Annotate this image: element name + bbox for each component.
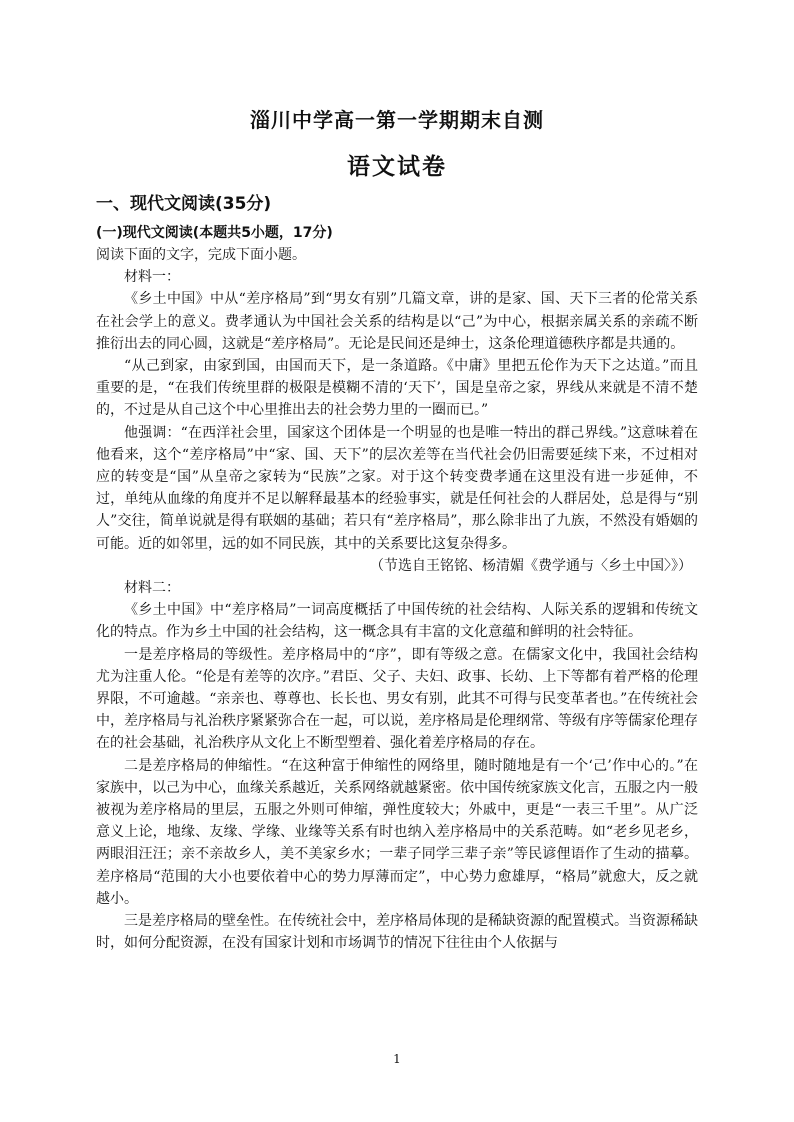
material2-label: 材料二：	[124, 580, 180, 597]
material1-paragraph: 他强调：“在西洋社会里，国家这个团体是一个明显的也是唯一特出的群己界线。”这意味着在他看来，这个“差序格局”中“家、国、天下”的层次差等在当代社会仍旧需要延续下来，不过相对应的转变是“国”从皇帝之家转为“民族”之家。对于这个转变费孝通在这里没有进一步延伸，不过，单纯从血缘的角度并不足以解释最基本的经验事实，就是任何社会的人群居处，总是得与“别人”交往，简单说就是得有联姻的基础；若只有“差序格局”，那么除非出了九族，不然没有婚姻的可能。近的如邻里，远的如不同民族，其中的关系要比这复杂得多。	[96, 424, 698, 552]
reading-passage	[96, 244, 698, 955]
page-number: 1	[393, 1052, 401, 1066]
material1-source: （节选自王铭铭、杨清媚《费学通与〈乡土中国〉》）	[370, 557, 692, 574]
subsection-heading: (一)现代文阅读(本题共5小题，17分)	[96, 225, 333, 241]
section-heading: 一、现代文阅读(35分)	[96, 194, 272, 214]
material2-paragraph: 三是差序格局的壁垒性。在传统社会中，差序格局体现的是稀缺资源的配置模式。当资源稀缺时，如何分配资源，在没有国家计划和市场调节的情况下往往由个人依据与	[96, 913, 698, 952]
material1-paragraph: 《乡土中国》中从“差序格局”到“男女有别”几篇文章，讲的是家、国、天下三者的伦常关系在社会学上的意义。费孝通认为中国社会关系的结构是以“己”为中心，根据亲属关系的亲疏不断推衍出去的同心圆，这就是“差序格局”。无论是民间还是绅士，这条伦理道德秩序都是共通的。	[96, 291, 698, 352]
material2-paragraph: 一是差序格局的等级性。差序格局中的“序”，即有等级之意。在儒家文化中，我国社会结构尤为注重人伦。“伦是有差等的次序。”君臣、父子、夫妇、政事、长幼、上下等都有着严格的伦理界限，不可逾越。“亲亲也、尊尊也、长长也、男女有别，此其不可得与民变革者也。”在传统社会中，差序格局与礼治秩序紧紧弥合在一起，可以说，差序格局是伦理纲常、等级有序等儒家伦理存在的社会基础，礼治秩序从文化上不断型塑着、强化着差序格局的存在。	[96, 646, 698, 752]
material2-paragraph: 《乡土中国》中“差序格局”一词高度概括了中国传统的社会结构、人际关系的逻辑和传统文化的特点。作为乡土中国的社会结构，这一概念具有丰富的文化意蕴和鲜明的社会特征。	[96, 602, 698, 641]
material2-paragraph: 二是差序格局的伸缩性。“在这种富于伸缩性的网络里，随时随地是有一个‘己’作中心的。”在家族中，以己为中心，血缘关系越近，关系网络就越紧密。依中国传统家族文化言，五服之内一般被视为差序格局的里层，五服之外则可伸缩，弹性度较大；外戚中，更是“一表三千里”。从广泛意义上论，地缘、友缘、学缘、业缘等关系有时也纳入差序格局中的关系范畴。如“老乡见老乡，两眼泪汪汪；亲不亲故乡人，美不美家乡水；一辈子同学三辈子亲”等民谚俚语作了生动的描摹。差序格局“范围的大小也要依着中心的势力厚薄而定”，中心势力愈雄厚，“格局”就愈大，反之就越小。	[96, 757, 698, 907]
material1-label: 材料一：	[124, 269, 180, 286]
instruction-text: 阅读下面的文字，完成下面小题。	[96, 247, 306, 263]
exam-title: 淄川中学高一第一学期期末自测	[250, 108, 544, 132]
exam-subtitle: 语文试卷	[347, 154, 447, 180]
material1-paragraph: “从己到家，由家到国，由国而天下，是一条道路。《中庸》里把五伦作为天下之达道。”而且重要的是，“在我们传统里群的极限是模糊不清的‘天下’，国是皇帝之家，界线从来就是不清不楚的，不过是从自己这个中心里推出去的社会势力里的一圈而已。”	[96, 358, 698, 419]
